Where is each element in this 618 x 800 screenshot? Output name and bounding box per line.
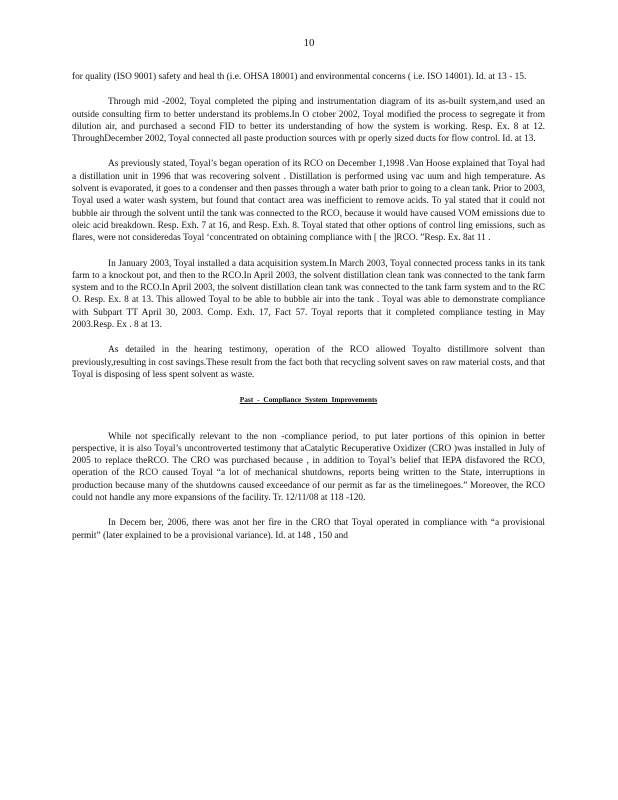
paragraph-quality-standards: for quality (ISO 9001) safety and heal th (i.e. OHSA 18001) and environmental concerns ( i.e. ISO 14001). Id. at 13 - 15.	[72, 72, 527, 82]
paragraph-piping-diagram: Through mid -2002, Toyal completed the piping and instrumentation diagram of its as-built system,and used an outside consulting firm to better understand its problems.In O ctober 2002, Toyal modified the process to segregate it from dilution air, and purchased a second FID to better its understanding of how the system is working. Resp. Ex. 8 at 12. ThroughDecember 2002, Toyal connected all paste production sources with pr operly sized ducts for flow control. Id. at 13.	[72, 97, 545, 145]
paragraph-rco-operation: As previously stated, Toyal’s began operation of its RCO on December 1,1998 .Van Hoose explained that Toyal had a distillation unit in 1996 that was recovering solvent . Distillation is performed using vac uum and high temperature. As solvent is evaporated, it goes to a condenser and then passes through a water bath prior to going to a clean tank. Prior to 2003, Toyal used a water wash system, but found that contact area was inefficient to remove acids. To yal stated that it could not bubble air through the solvent until the tank was connected to the RCO, because it would have caused VOM emissions due to oleic acid breakdown. Resp. Exh. 7 at 16, and Resp. Exh. 8. Toyal stated that other options of control ling emissions, such as flares, were not consideredas Toyal ‘concentrated on obtaining compliance with [ the ]RCO. ”Resp. Ex. 8at 11 .	[72, 159, 545, 244]
document-body	[72, 71, 545, 555]
section-heading: Past - Compliance System Improvements	[239, 395, 378, 405]
page-number: 10	[303, 37, 315, 49]
paragraph-cro-installation: While not specifically relevant to the non -compliance period, to put later portions of this opinion in better perspective, it is also Toyal’s uncontroverted testimony that aCatalytic Recuperative Oxidizer (CRO )was installed in July of 2005 to replace theRCO. The CRO was purchased because , in addition to Toyal’s belief that IEPA disfavored the RCO, operation of the RCO caused Toyal “a lot of mechanical shutdowns, reports being written to the State, interruptions in production because many of the shutdowns caused exceedance of our permit as far as the timelinegoes.” Moreover, the RCO could not handle any more expansions of the facility. Tr. 12/11/08 at 118 -120.	[72, 431, 545, 504]
paragraph-cost-savings: As detailed in the hearing testimony, operation of the RCO allowed Toyalto distillmore solvent than previously,resulting in cost savings.These result from the fact both that recycling solvent saves on raw material costs, and that Toyal is disposing of less spent solvent as waste.	[72, 345, 545, 380]
paragraph-cro-fire: In Decem ber, 2006, there was anot her fire in the CRO that Toyal operated in compliance with “a provisional permit” (later explained to be a provisional variance). Id. at 148 , 150 and	[72, 518, 545, 541]
paragraph-data-acquisition: In January 2003, Toyal installed a data acquisition system.In March 2003, Toyal connected process tanks in its tank farm to a knockout pot, and then to the RCO.In April 2003, the solvent distillation clean tank was connected to the tank farm system and to the RCO.In April 2003, the solvent distillation clean tank was connected to the tank farm system and to the RC O. Resp. Ex. 8 at 13. This allowed Toyal to be able to bubble air into the tank . Toyal was able to demonstrate compliance with Subpart TT April 30, 2003. Comp. Exh. 17, Fact 57. Toyal reports that it completed compliance testing in May 2003.Resp. Ex . 8 at 13.	[72, 258, 545, 331]
